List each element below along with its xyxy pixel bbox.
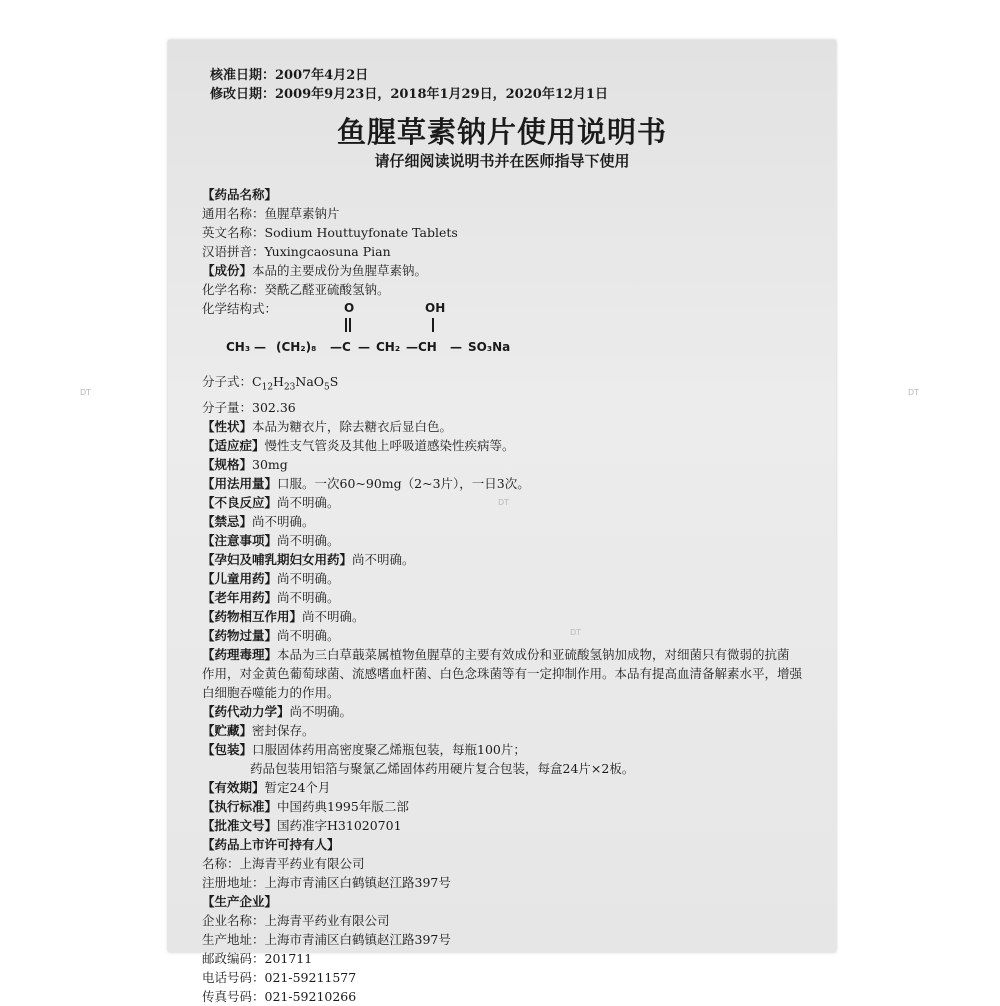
packaging-line-2: 药品包装用铝箔与聚氯乙烯固体药用硬片复合包装，每盒24片×2板。 <box>250 760 635 776</box>
structure-bond: — <box>450 340 462 354</box>
precautions-text: 尚不明确。 <box>277 532 340 548</box>
manufacturer-name: 企业名称：上海青平药业有限公司 <box>202 912 390 928</box>
structure-carbonyl-carbon: —C <box>330 340 351 354</box>
pediatric-text: 尚不明确。 <box>277 570 340 586</box>
structure-hydroxyl: OH <box>425 301 446 315</box>
section-heading-pregnancy: 【孕妇及哺乳期妇女用药】 <box>202 551 353 567</box>
molecular-formula: 分子式：$C_{12}H_{23}NaO_5S$ <box>202 374 339 393</box>
phone-number: 电话号码：021-59211577 <box>202 969 357 985</box>
chemical-name: 化学名称：癸酰乙醛亚硫酸氢钠。 <box>202 282 390 297</box>
postcode: 邮政编码：201711 <box>202 950 313 966</box>
structure-so3na: SO₃Na <box>468 340 511 354</box>
watermark: DT <box>908 388 920 397</box>
adverse-text: 尚不明确。 <box>277 494 340 510</box>
properties-text: 本品为糖衣片，除去糖衣后显白色。 <box>252 418 453 434</box>
watermark: DT <box>498 498 510 507</box>
section-heading-contraindications: 【禁忌】 <box>202 513 253 529</box>
section-heading-dosage: 【用法用量】 <box>202 475 278 491</box>
section-heading-spec: 【规格】 <box>202 456 253 472</box>
pharmacokinetics-text: 尚不明确。 <box>289 703 353 719</box>
ingredients-text: 本品的主要成份为鱼腥草素钠。 <box>252 263 428 278</box>
structure-bond: — <box>358 340 370 354</box>
structure-ch: —CH <box>406 340 437 354</box>
section-heading-ingredients: 【成份】 <box>202 263 253 278</box>
double-bond-line <box>349 318 351 332</box>
section-heading-standard: 【执行标准】 <box>202 798 278 814</box>
section-heading-interactions: 【药物相互作用】 <box>202 608 303 624</box>
pregnancy-text: 尚不明确。 <box>352 551 415 567</box>
overdose-text: 尚不明确。 <box>277 627 340 643</box>
pharmacology-text: 本品为三白草蕺菜属植物鱼腥草的主要有效成份和亚硫酸氢钠加成物，对细菌只有微弱的抗菌作用，对金黄色葡萄球菌、流感嗜血杆菌、白色念珠菌等有一定抑制作用。本品有提高血清备解素水平，增强白细胞吞噬能力的作用。 <box>202 646 803 700</box>
structure-chain: (CH₂)₈ <box>276 340 317 354</box>
leaflet-content <box>202 185 802 1006</box>
geriatric-text: 尚不明确。 <box>277 589 340 605</box>
section-heading-overdose: 【药物过量】 <box>202 627 278 643</box>
english-name: 英文名称：Sodium Houttuyfonate Tablets <box>202 225 458 240</box>
contraindications-text: 尚不明确。 <box>252 513 315 529</box>
section-heading-drug-name: 【药品名称】 <box>202 187 278 202</box>
section-heading-manufacturer: 【生产企业】 <box>202 893 278 909</box>
section-heading-pediatric: 【儿童用药】 <box>202 570 278 586</box>
structure-bond: — <box>254 340 266 354</box>
section-heading-storage: 【贮藏】 <box>202 722 253 738</box>
validity-text: 暂定24个月 <box>264 779 331 795</box>
packaging-line-1: 口服固体药用高密度聚乙烯瓶包装，每瓶100片； <box>252 741 526 757</box>
mah-name: 名称：上海青平药业有限公司 <box>202 855 365 871</box>
fax-number: 传真号码：021-59210266 <box>202 988 357 1004</box>
molecular-weight: 分子量：302.36 <box>202 399 296 415</box>
section-heading-properties: 【性状】 <box>202 418 253 434</box>
approval-text: 国药准字H31020701 <box>277 817 402 833</box>
structure-label: 化学结构式： <box>202 301 278 316</box>
mah-address: 注册地址：上海市青浦区白鹤镇赵江路397号 <box>202 874 451 890</box>
storage-text: 密封保存。 <box>252 722 315 738</box>
manufacturer-address: 生产地址：上海市青浦区白鹤镇赵江路397号 <box>202 931 451 947</box>
revision-dates <box>210 66 608 104</box>
section-heading-approval: 【批准文号】 <box>202 817 278 833</box>
approve-date: 核准日期：2007年4月2日 <box>210 68 369 83</box>
standard-text: 中国药典1995年版二部 <box>277 798 409 814</box>
single-bond-line <box>432 318 434 332</box>
double-bond-line <box>345 318 347 332</box>
section-heading-packaging: 【包装】 <box>202 741 253 757</box>
document-title: 鱼腥草素钠片使用说明书 <box>336 115 667 149</box>
watermark: DT <box>80 388 92 397</box>
indications-text: 慢性支气管炎及其他上呼吸道感染性疾病等。 <box>264 437 515 453</box>
dosage-text: 口服。一次60~90mg（2~3片），一日3次。 <box>277 475 530 491</box>
document-subtitle: 请仔细阅读说明书并在医师指导下使用 <box>374 152 630 170</box>
generic-name: 通用名称：鱼腥草素钠片 <box>202 206 340 221</box>
revise-date: 修改日期：2009年9月23日，2018年1月29日，2020年12月1日 <box>210 87 608 102</box>
structure-oxygen: O <box>344 301 355 315</box>
watermark: DT <box>570 628 582 637</box>
interactions-text: 尚不明确。 <box>302 608 365 624</box>
section-heading-validity: 【有效期】 <box>202 779 265 795</box>
section-heading-pharmacokinetics: 【药代动力学】 <box>202 703 290 719</box>
section-heading-geriatric: 【老年用药】 <box>202 589 278 605</box>
section-heading-pharmacology: 【药理毒理】 <box>202 646 278 662</box>
structure-ch2: CH₂ <box>376 340 401 354</box>
structure-ch3: CH₃ <box>226 340 251 354</box>
spec-text: 30mg <box>252 456 288 472</box>
section-heading-precautions: 【注意事项】 <box>202 532 278 548</box>
section-heading-adverse: 【不良反应】 <box>202 494 278 510</box>
section-heading-indications: 【适应症】 <box>202 437 265 453</box>
section-heading-mah: 【药品上市许可持有人】 <box>202 836 340 852</box>
pinyin-name: 汉语拼音：Yuxingcaosuna Pian <box>202 244 391 259</box>
